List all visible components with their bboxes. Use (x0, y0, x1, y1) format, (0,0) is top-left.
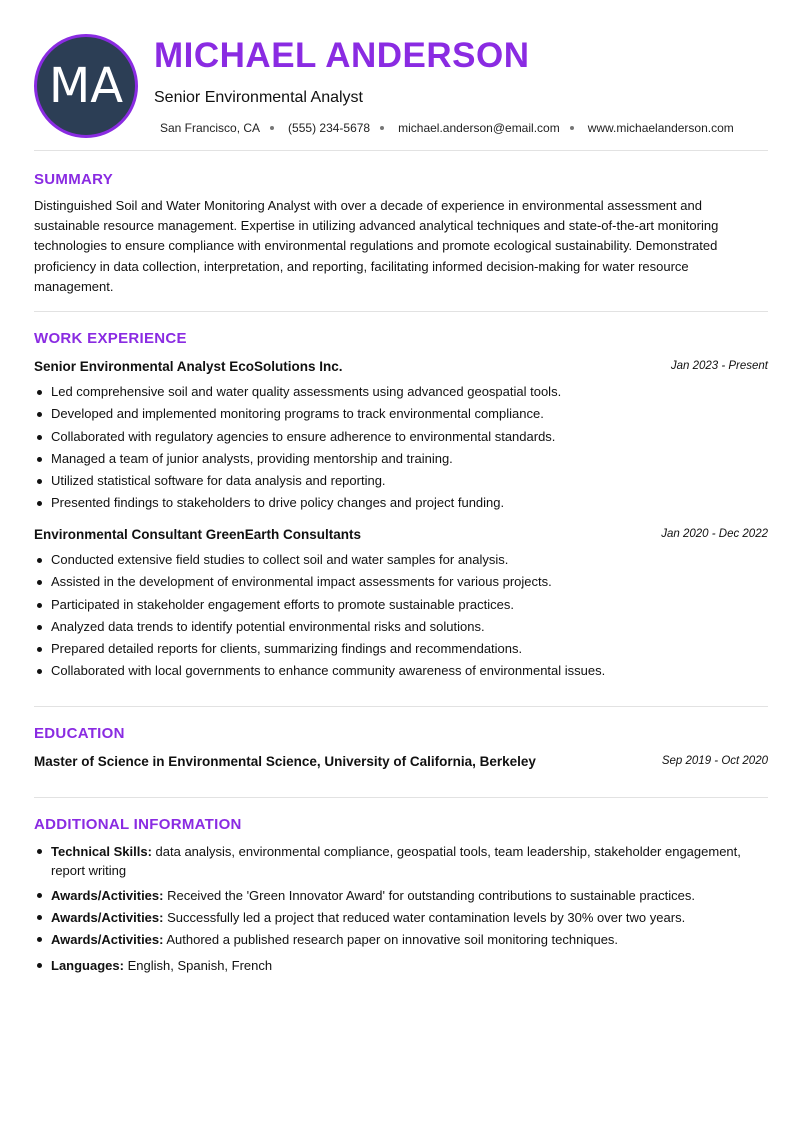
contact-email[interactable]: michael.anderson@email.com (398, 121, 588, 135)
job-dates: Jan 2020 - Dec 2022 (661, 528, 768, 540)
job-header (34, 527, 768, 545)
divider (34, 797, 768, 798)
item-label: Awards/Activities: (51, 932, 164, 947)
contact-phone: (555) 234-5678 (288, 121, 398, 135)
additional-heading: ADDITIONAL INFORMATION (34, 816, 242, 833)
item-label: Awards/Activities: (51, 910, 164, 925)
education-heading: EDUCATION (34, 725, 125, 742)
divider (34, 150, 768, 151)
list-item: Utilized statistical software for data analysis and reporting. (34, 470, 768, 492)
list-item: Collaborated with regulatory agencies to ensure adherence to environmental standards. (34, 426, 768, 448)
job-dates: Jan 2023 - Present (670, 360, 768, 372)
job-role: Senior Environmental Analyst EcoSolutions Inc. (34, 359, 343, 374)
candidate-name: MICHAEL ANDERSON (154, 36, 530, 75)
separator-dot (270, 126, 274, 130)
list-item: Assisted in the development of environmental impact assessments for various projects. (34, 571, 768, 593)
separator-dot (380, 126, 384, 130)
divider (34, 311, 768, 312)
item-text: English, Spanish, French (123, 958, 273, 973)
list-item: Participated in stakeholder engagement efforts to promote sustainable practices. (34, 594, 768, 616)
item-label: Technical Skills: (51, 844, 152, 859)
list-item: Analyzed data trends to identify potential environmental risks and solutions. (34, 616, 768, 638)
list-item: Conducted extensive field studies to collect soil and water samples for analysis. (34, 549, 768, 571)
resume-header (34, 34, 768, 138)
item-text: Successfully led a project that reduced water contamination levels by 30% over two years. (163, 910, 686, 925)
divider (34, 706, 768, 707)
list-item: Collaborated with local governments to enhance community awareness of environmental issues. (34, 660, 768, 682)
job-role: Environmental Consultant GreenEarth Consultants (34, 527, 362, 542)
experience-heading: WORK EXPERIENCE (34, 330, 187, 347)
list-item: Managed a team of junior analysts, providing mentorship and training. (34, 448, 768, 470)
list-item: Presented findings to stakeholders to drive policy changes and project funding. (34, 492, 768, 514)
additional-list (34, 842, 768, 975)
item-text: Received the 'Green Innovator Award' for outstanding contributions to sustainable practices. (163, 888, 696, 903)
contact-website[interactable]: www.michaelanderson.com (587, 121, 734, 135)
list-item: Developed and implemented monitoring programs to track environmental compliance. (34, 403, 768, 425)
list-item (34, 886, 768, 905)
list-item (34, 908, 768, 927)
separator-dot (570, 126, 574, 130)
item-label: Awards/Activities: (51, 888, 164, 903)
summary-heading: SUMMARY (34, 171, 114, 188)
item-text: Authored a published research paper on innovative soil monitoring techniques. (163, 932, 619, 947)
job-bullets (34, 549, 768, 683)
avatar-initials: MA (48, 58, 124, 114)
list-item (34, 956, 768, 975)
item-text: data analysis, environmental compliance, geospatial tools, team leadership, stakeholder engagement, report writing (51, 844, 741, 878)
job-bullets (34, 381, 768, 515)
education-entry (34, 754, 768, 772)
list-item (34, 842, 768, 880)
item-label: Languages: (51, 958, 124, 973)
education-dates: Sep 2019 - Oct 2020 (661, 755, 768, 767)
contact-info (160, 121, 734, 135)
contact-location: San Francisco, CA (160, 121, 288, 135)
summary-text: Distinguished Soil and Water Monitoring Analyst with over a decade of experience in environmental assessment and sustainable resource management. Expertise in utilizing advanced analytical techniques and state-of-the-art monitoring technologies to ensure compliance with environmental regulations and promote ecological sustainability. Demonstrated proficiency in data collection, interpretation, and reporting, facilitating informed decision-making for water resource management. (34, 198, 719, 294)
list-item (34, 930, 768, 949)
avatar (34, 34, 138, 138)
degree: Master of Science in Environmental Science, University of California, Berkeley (34, 754, 536, 769)
list-item: Prepared detailed reports for clients, summarizing findings and recommendations. (34, 638, 768, 660)
job-header (34, 359, 768, 377)
candidate-title: Senior Environmental Analyst (154, 89, 363, 106)
list-item: Led comprehensive soil and water quality assessments using advanced geospatial tools. (34, 381, 768, 403)
